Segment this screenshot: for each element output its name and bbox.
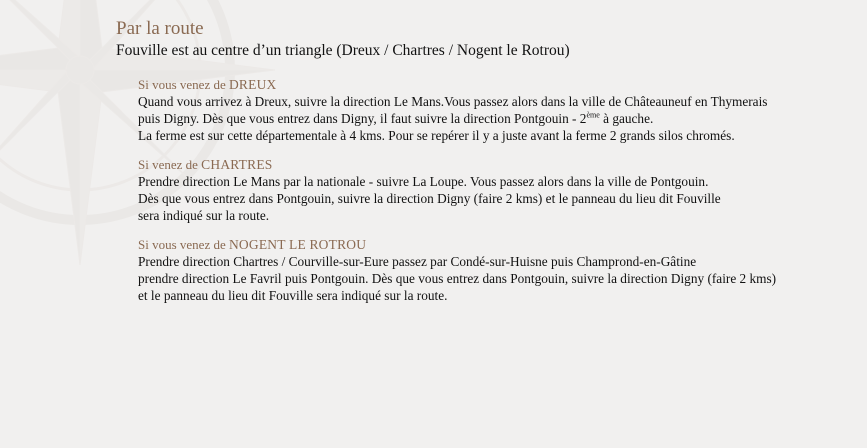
route-line: sera indiqué sur la route. [138, 208, 270, 223]
route-line: Dès que vous entrez dans Pontgouin, suivre la direction Digny (faire 2 kms) et le panneau du lieu dit Fouville [138, 191, 721, 206]
intro-text: Fouville est au centre d’un triangle (Dreux / Chartres / Nogent le Rotrou) [116, 42, 570, 59]
section-title: Par la route [116, 18, 204, 39]
route-from-chartres [138, 157, 861, 224]
route-heading [138, 157, 861, 172]
route-line: Quand vous arrivez à Dreux, suivre la direction Le Mans.Vous passez alors dans la ville de Châteauneuf en Thymerais [138, 94, 768, 109]
route-line: et le panneau du lieu dit Fouville sera indiqué sur la route. [138, 288, 448, 303]
route-heading-prefix: Si venez de [138, 157, 202, 172]
route-heading-prefix: Si vous venez de [138, 77, 229, 92]
directions-content [116, 18, 861, 304]
route-line-part: à gauche. [599, 111, 654, 126]
route-heading-place: NOGENT LE ROTROU [228, 237, 367, 252]
route-line: La ferme est sur cette départementale à 4 kms. Pour se repérer il y a juste avant la ferme 2 grands silos chromés. [138, 128, 735, 143]
route-line [138, 110, 861, 127]
route-heading [138, 237, 861, 252]
route-line: prendre direction Le Favril puis Pontgouin. Dès que vous entrez dans Pontgouin, suivre la direction Digny (faire 2 kms) [138, 271, 777, 286]
route-from-nogent [138, 237, 861, 304]
route-heading-prefix: Si vous venez de [138, 237, 229, 252]
route-from-dreux [138, 77, 861, 144]
route-heading-place: CHARTRES [201, 157, 273, 172]
route-line-part: puis Digny. Dès que vous entrez dans Digny, il faut suivre la direction Pontgouin - 2 [138, 111, 587, 126]
route-line: Prendre direction Chartres / Courville-sur-Eure passez par Condé-sur-Huisne puis Champrond-en-Gâtine [138, 254, 697, 269]
route-heading [138, 77, 861, 92]
ordinal-superscript: ème [586, 110, 600, 120]
route-line: Prendre direction Le Mans par la nationale - suivre La Loupe. Vous passez alors dans la ville de Pontgouin. [138, 174, 709, 189]
route-heading-place: DREUX [228, 77, 277, 92]
